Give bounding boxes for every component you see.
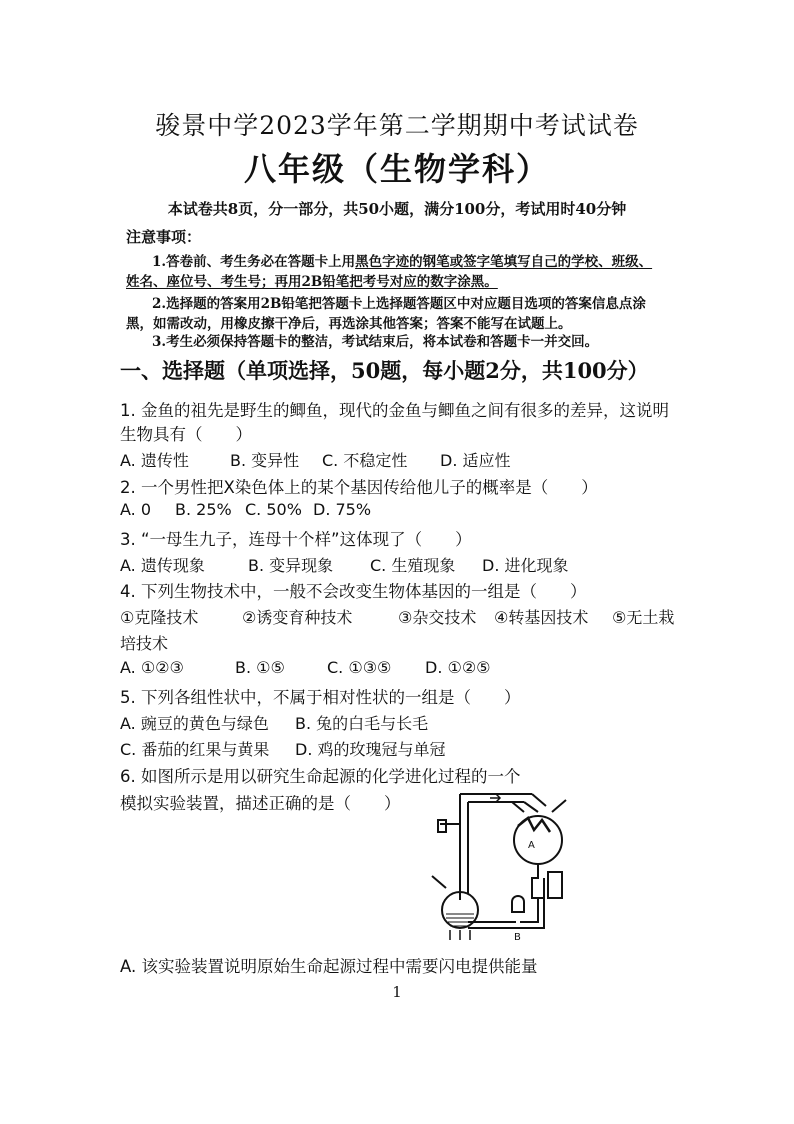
section-title: 一、选择题（单项选择，50题，每小题2分，共100分）	[120, 358, 649, 383]
exam-title: 骏景中学2023学年第二学期期中考试试卷	[155, 111, 639, 140]
option: B. 兔的白毛与长毛	[295, 714, 429, 733]
stopcock	[438, 820, 460, 832]
heat-arrows-icon	[450, 930, 470, 940]
option: C. 50%	[245, 500, 302, 519]
miller-urey-apparatus-figure	[420, 782, 585, 942]
option: D. ①②⑤	[425, 658, 491, 677]
option: A. 遗传现象	[120, 556, 205, 575]
notice-heading: 注意事项：	[126, 228, 202, 246]
option: D. 75%	[313, 500, 372, 519]
option: B. 变异现象	[248, 556, 334, 575]
q4-item: ③杂交技术	[398, 608, 477, 627]
q4-item: ⑤无土栽	[612, 608, 675, 627]
question-1-line2: 生物具有（ ）	[120, 425, 252, 444]
side-inlet	[432, 876, 446, 888]
question-5: 5. 下列各组性状中，不属于相对性状的一组是（ ）	[120, 688, 521, 707]
figure-label-b: B	[514, 932, 521, 942]
condenser	[532, 864, 544, 898]
notice-item-1-c: 姓名、座位号、考生号	[126, 274, 261, 290]
question-4-items-cont: 培技术	[120, 634, 169, 653]
option: A. ①②③	[120, 658, 184, 677]
question-6-line2: 模拟实验装置，描述正确的是（ ）	[120, 794, 401, 813]
question-2-options	[120, 500, 371, 519]
question-1-options	[120, 448, 511, 471]
figure-label-a: A	[528, 840, 535, 851]
option: D. 进化现象	[482, 556, 569, 575]
condenser-jacket	[548, 872, 562, 898]
exam-info: 本试卷共8页，分一部分，共50小题，满分100分，考试用时40分钟	[167, 200, 627, 218]
flask-inlet	[524, 794, 546, 812]
option: A. 0	[120, 500, 152, 519]
option: D. 适应性	[440, 451, 511, 470]
page-number: 1	[392, 983, 402, 1001]
question-5-options-row1	[120, 711, 428, 734]
notice-item-1-b: 黑色字迹的钢笔或签字笔填写自己的学校、班级、	[355, 254, 653, 270]
option: A. 豌豆的黄色与绿色	[120, 714, 269, 733]
left-tube	[460, 794, 468, 900]
option: D. 鸡的玫瑰冠与单冠	[295, 740, 446, 759]
notice-item-2: 2.选择题的答案用2B铅笔把答题卡上选择题答题区中对应题目选项的答案信息点涂	[152, 296, 646, 312]
question-4-options	[120, 658, 491, 677]
option: B. 变异性	[230, 451, 300, 470]
q4-item: ①克隆技术	[120, 608, 199, 627]
question-4: 4. 下列生物技术中，一般不会改变生物体基因的一组是（ ）	[120, 582, 587, 601]
exam-subtitle: 八年级（生物学科）	[243, 150, 550, 188]
question-4-items	[120, 605, 674, 628]
option: B. ①⑤	[235, 658, 285, 677]
question-6-line1: 6. 如图所示是用以研究生命起源的化学进化过程的一个	[120, 767, 521, 786]
question-2: 2. 一个男性把X染色体上的某个基因传给他儿子的概率是（ ）	[120, 478, 598, 497]
notice-item-2-cont: 黑，如需改动，用橡皮擦干净后，再选涂其他答案；答案不能写在试题上。	[126, 316, 572, 332]
question-3-options	[120, 553, 569, 576]
option: C. ①③⑤	[327, 658, 392, 677]
notice-item-1-cont	[126, 270, 498, 290]
question-6-option-a: A. 该实验装置说明原始生命起源过程中需要闪电提供能量	[120, 957, 538, 976]
q4-item: ②诱变育种技术	[242, 608, 353, 627]
question-5-options-row2	[120, 737, 446, 760]
trap	[512, 896, 524, 912]
flow-arrow-icon	[490, 794, 500, 802]
notice-item-1-d: ；再用2B铅笔把考号对应的数字涂黑。	[261, 274, 498, 290]
option: A. 遗传性	[120, 451, 189, 470]
question-3: 3. “一母生九子，连母十个样”这体现了（ ）	[120, 530, 472, 549]
question-1-line1: 1. 金鱼的祖先是野生的鲫鱼，现代的金鱼与鲫鱼之间有很多的差异，这说明	[120, 401, 669, 420]
notice-item-3: 3.考生必须保持答题卡的整洁，考试结束后，将本试卷和答题卡一并交回。	[152, 334, 599, 350]
spark-electrode	[518, 818, 550, 832]
option: C. 番茄的红果与黄果	[120, 740, 270, 759]
q4-item: ④转基因技术	[494, 608, 589, 627]
notice-item-1	[152, 250, 652, 270]
option: B. 25%	[175, 500, 232, 519]
notice-item-1-a: 1.答卷前、考生务必在答题卡上用	[152, 254, 356, 270]
option: C. 生殖现象	[370, 556, 456, 575]
option: C. 不稳定性	[322, 451, 408, 470]
bottom-tube	[468, 922, 520, 928]
